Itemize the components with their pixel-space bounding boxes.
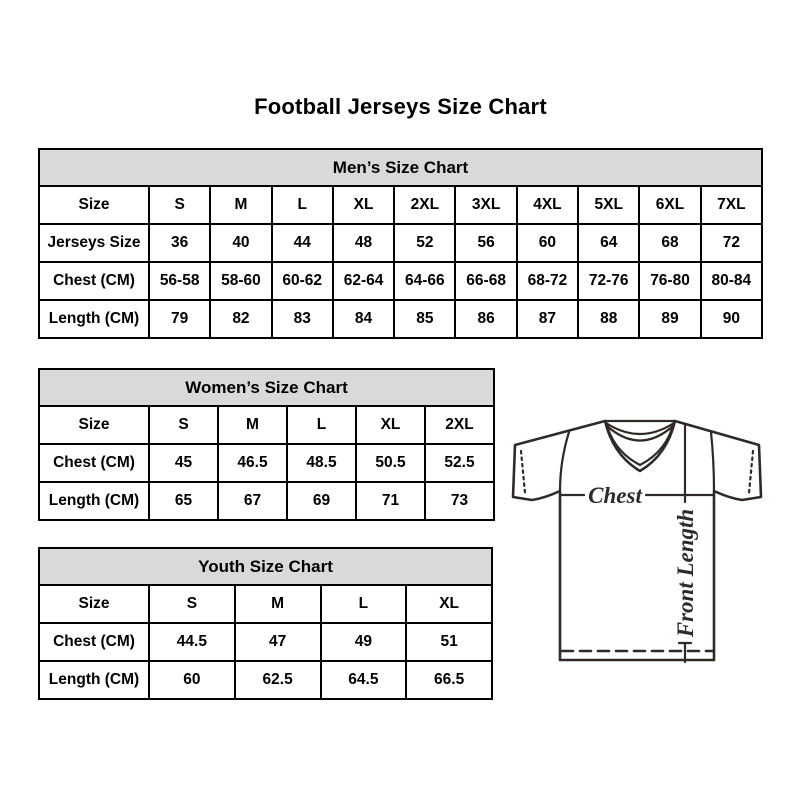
table-cell: XL xyxy=(333,186,394,224)
table-cell: 90 xyxy=(701,300,762,338)
table-cell: 85 xyxy=(394,300,455,338)
table-cell: 69 xyxy=(287,482,356,520)
table-cell: 5XL xyxy=(578,186,639,224)
table-cell: 64.5 xyxy=(321,661,407,699)
mens-size-chart-header: Men’s Size Chart xyxy=(38,148,763,187)
mens-size-chart xyxy=(38,148,763,339)
table-cell: XL xyxy=(406,585,492,623)
table-cell: 2XL xyxy=(425,406,494,444)
table-row xyxy=(39,224,762,262)
table-cell: 44 xyxy=(272,224,333,262)
table-cell: Size xyxy=(39,406,149,444)
table-row xyxy=(39,623,492,661)
table-cell: 88 xyxy=(578,300,639,338)
table-cell: 52.5 xyxy=(425,444,494,482)
table-cell: S xyxy=(149,186,210,224)
table-cell: 6XL xyxy=(639,186,700,224)
table-row xyxy=(39,186,762,224)
table-cell: Length (CM) xyxy=(39,300,149,338)
table-cell: Length (CM) xyxy=(39,661,149,699)
table-cell: 68 xyxy=(639,224,700,262)
youth-size-chart xyxy=(38,547,493,700)
table-cell: 65 xyxy=(149,482,218,520)
table-cell: 89 xyxy=(639,300,700,338)
table-row xyxy=(39,585,492,623)
table-cell: 36 xyxy=(149,224,210,262)
table-cell: M xyxy=(218,406,287,444)
table-cell: S xyxy=(149,406,218,444)
table-cell: 66.5 xyxy=(406,661,492,699)
table-cell: 45 xyxy=(149,444,218,482)
table-cell: L xyxy=(272,186,333,224)
table-cell: M xyxy=(210,186,271,224)
table-cell: 51 xyxy=(406,623,492,661)
womens-size-chart-header: Women’s Size Chart xyxy=(38,368,495,407)
front-length-label: Front Length xyxy=(673,508,698,638)
left-sleeve-seam xyxy=(560,432,569,491)
table-cell: 60 xyxy=(149,661,235,699)
youth-size-table xyxy=(38,584,493,700)
table-row xyxy=(39,406,494,444)
table-cell: 49 xyxy=(321,623,407,661)
table-cell: L xyxy=(321,585,407,623)
table-cell: Jerseys Size xyxy=(39,224,149,262)
right-cuff-stitch xyxy=(749,451,753,493)
jersey-measurement-diagram xyxy=(505,403,775,673)
table-cell: 56 xyxy=(455,224,516,262)
table-cell: 72 xyxy=(701,224,762,262)
table-cell: Chest (CM) xyxy=(39,623,149,661)
table-cell: Size xyxy=(39,186,149,224)
table-cell: S xyxy=(149,585,235,623)
left-cuff-stitch xyxy=(521,451,525,493)
table-cell: 82 xyxy=(210,300,271,338)
jersey-outline xyxy=(513,421,761,660)
table-cell: 68-72 xyxy=(517,262,578,300)
table-cell: 7XL xyxy=(701,186,762,224)
table-cell: M xyxy=(235,585,321,623)
table-row xyxy=(39,300,762,338)
table-cell: 87 xyxy=(517,300,578,338)
table-cell: 46.5 xyxy=(218,444,287,482)
table-cell: 48.5 xyxy=(287,444,356,482)
table-cell: 67 xyxy=(218,482,287,520)
table-cell: 48 xyxy=(333,224,394,262)
table-cell: Chest (CM) xyxy=(39,262,149,300)
table-cell: 60 xyxy=(517,224,578,262)
table-cell: 83 xyxy=(272,300,333,338)
table-cell: 60-62 xyxy=(272,262,333,300)
table-cell: 64-66 xyxy=(394,262,455,300)
table-cell: 52 xyxy=(394,224,455,262)
table-row xyxy=(39,482,494,520)
table-cell: Length (CM) xyxy=(39,482,149,520)
table-cell: 80-84 xyxy=(701,262,762,300)
table-row xyxy=(39,661,492,699)
table-row xyxy=(39,444,494,482)
table-cell: Size xyxy=(39,585,149,623)
table-cell: 62.5 xyxy=(235,661,321,699)
table-cell: 3XL xyxy=(455,186,516,224)
table-row xyxy=(39,262,762,300)
right-sleeve-seam xyxy=(711,432,714,491)
jersey-diagram-svg xyxy=(505,403,775,673)
table-cell: 86 xyxy=(455,300,516,338)
table-cell: L xyxy=(287,406,356,444)
table-cell: XL xyxy=(356,406,425,444)
table-cell: 40 xyxy=(210,224,271,262)
table-cell: 66-68 xyxy=(455,262,516,300)
chest-label: Chest xyxy=(588,483,642,508)
womens-size-chart xyxy=(38,368,495,521)
table-cell: 44.5 xyxy=(149,623,235,661)
table-cell: 71 xyxy=(356,482,425,520)
table-cell: 76-80 xyxy=(639,262,700,300)
womens-size-table xyxy=(38,405,495,521)
table-cell: 2XL xyxy=(394,186,455,224)
table-cell: 56-58 xyxy=(149,262,210,300)
mens-size-table xyxy=(38,185,763,339)
table-cell: Chest (CM) xyxy=(39,444,149,482)
table-cell: 84 xyxy=(333,300,394,338)
table-cell: 72-76 xyxy=(578,262,639,300)
table-cell: 79 xyxy=(149,300,210,338)
table-cell: 47 xyxy=(235,623,321,661)
youth-size-chart-header: Youth Size Chart xyxy=(38,547,493,586)
table-cell: 73 xyxy=(425,482,494,520)
table-cell: 58-60 xyxy=(210,262,271,300)
page-title: Football Jerseys Size Chart xyxy=(254,94,547,119)
table-cell: 4XL xyxy=(517,186,578,224)
table-cell: 62-64 xyxy=(333,262,394,300)
table-cell: 64 xyxy=(578,224,639,262)
table-cell: 50.5 xyxy=(356,444,425,482)
